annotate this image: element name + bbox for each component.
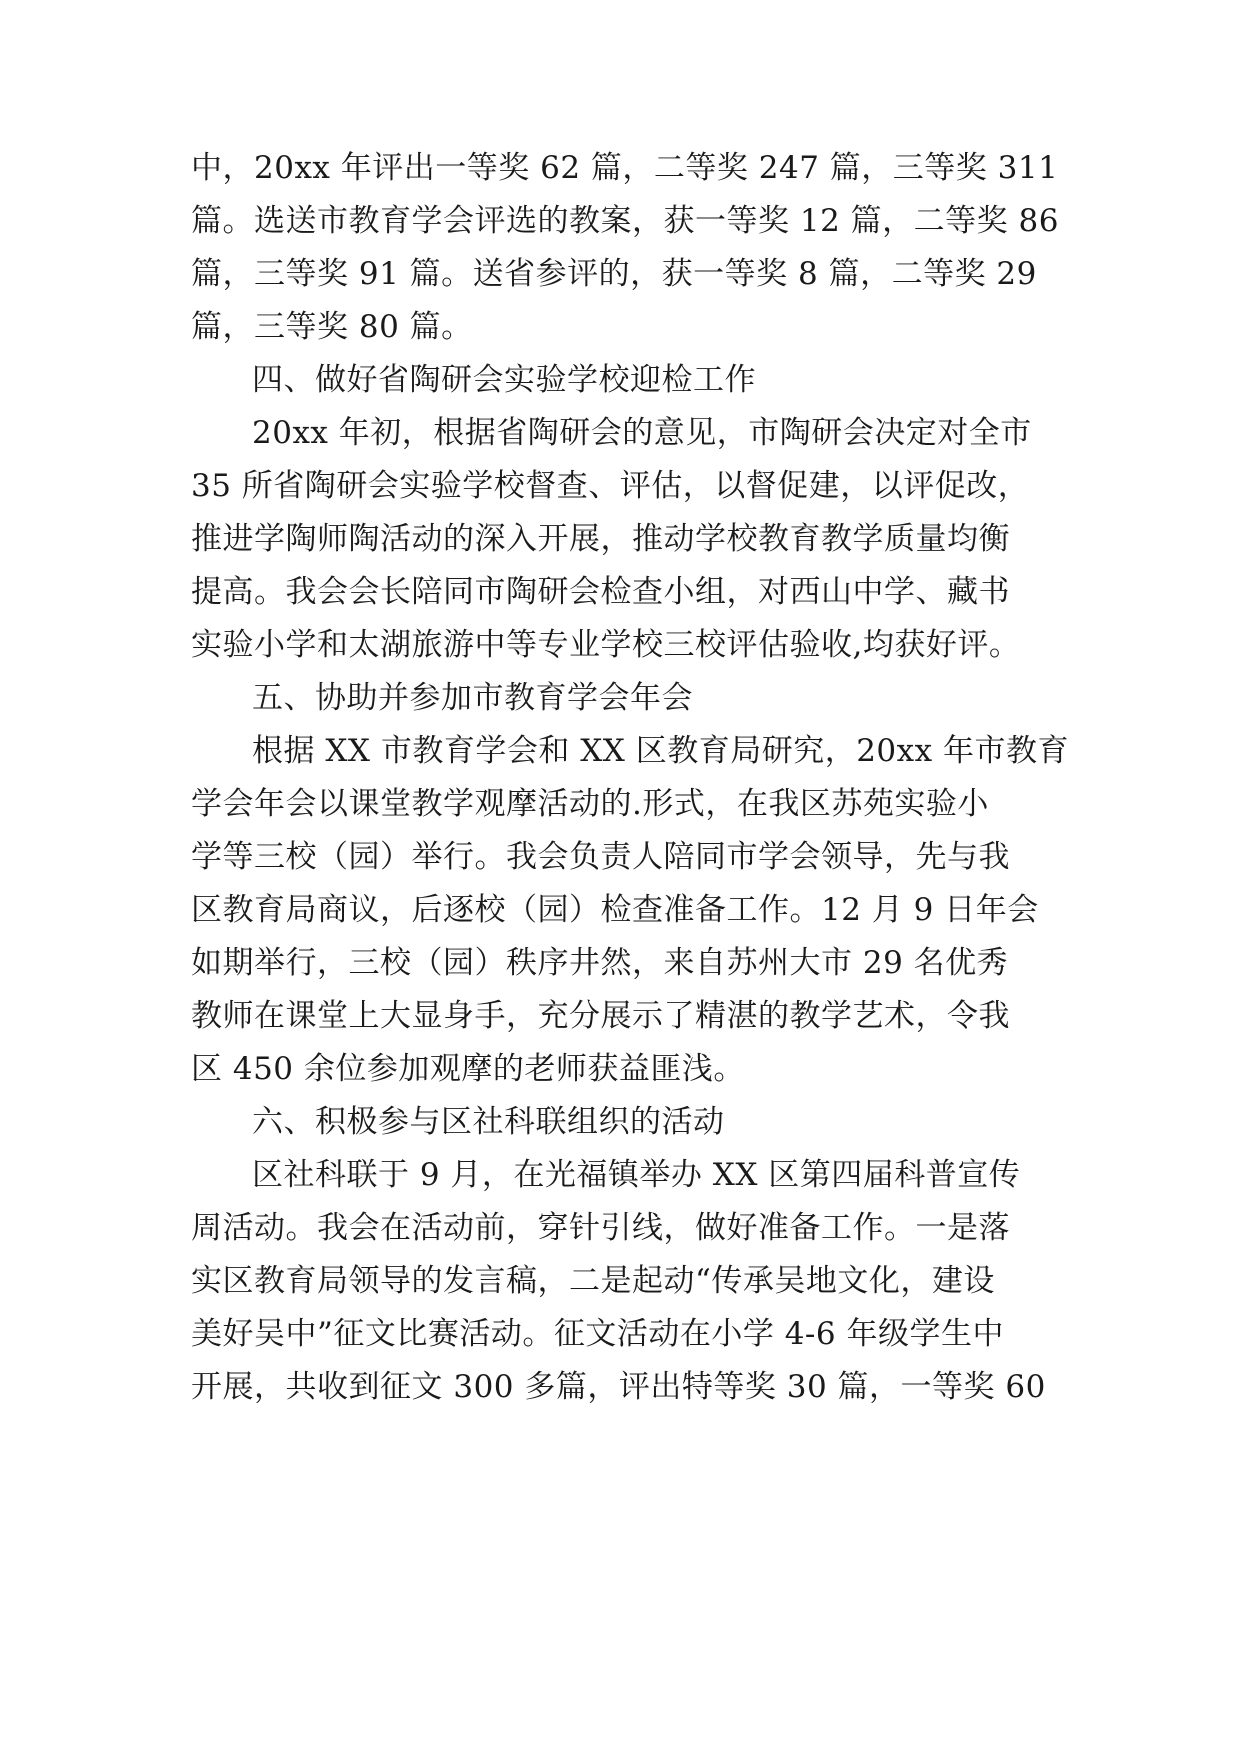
text-line: 美好吴中”征文比赛活动。征文活动在小学 4-6 年级学生中 [191, 1316, 1004, 1352]
text-line: 实区教育局领导的发言稿，二是起动“传承吴地文化，建设 [191, 1263, 995, 1299]
text-line: 学等三校（园）举行。我会负责人陪同市学会领导，先与我 [191, 839, 1010, 875]
text-line: 如期举行，三校（园）秩序井然，来自苏州大市 29 名优秀 [191, 945, 1009, 981]
text-line: 篇。选送市教育学会评选的教案，获一等奖 12 篇，二等奖 86 [191, 203, 1059, 239]
text-line: 35 所省陶研会实验学校督查、评估，以督促建，以评促改， [191, 468, 1030, 504]
section-heading: 六、积极参与区社科联组织的活动 [252, 1104, 725, 1140]
text-line: 篇，三等奖 91 篇。送省参评的，获一等奖 8 篇，二等奖 29 [191, 256, 1037, 292]
text-line: 中，20xx 年评出一等奖 62 篇，二等奖 247 篇，三等奖 311 [191, 150, 1059, 186]
text-line: 区社科联于 9 月，在光福镇举办 XX 区第四届科普宣传 [252, 1157, 1021, 1193]
text-line: 推进学陶师陶活动的深入开展，推动学校教育教学质量均衡 [191, 521, 1010, 557]
section-heading: 五、协助并参加市教育学会年会 [252, 680, 693, 716]
text-line: 开展，共收到征文 300 多篇，评出特等奖 30 篇，一等奖 60 [191, 1369, 1046, 1405]
text-line: 区 450 余位参加观摩的老师获益匪浅。 [191, 1051, 745, 1087]
text-line: 实验小学和太湖旅游中等专业学校三校评估验收,均获好评。 [191, 627, 1021, 663]
text-line: 篇，三等奖 80 篇。 [191, 309, 473, 345]
text-line: 区教育局商议，后逐校（园）检查准备工作。12 月 9 日年会 [191, 892, 1039, 928]
text-line: 教师在课堂上大显身手，充分展示了精湛的教学艺术，令我 [191, 998, 1010, 1034]
text-line: 学会年会以课堂教学观摩活动的.形式，在我区苏苑实验小 [191, 786, 989, 822]
section-heading: 四、做好省陶研会实验学校迎检工作 [252, 362, 756, 398]
text-line: 根据 XX 市教育学会和 XX 区教育局研究，20xx 年市教育 [252, 733, 1069, 769]
text-line: 20xx 年初，根据省陶研会的意见，市陶研会决定对全市 [252, 415, 1032, 451]
text-line: 提高。我会会长陪同市陶研会检查小组，对西山中学、藏书 [191, 574, 1010, 610]
text-line: 周活动。我会在活动前，穿针引线，做好准备工作。一是落 [191, 1210, 1010, 1246]
